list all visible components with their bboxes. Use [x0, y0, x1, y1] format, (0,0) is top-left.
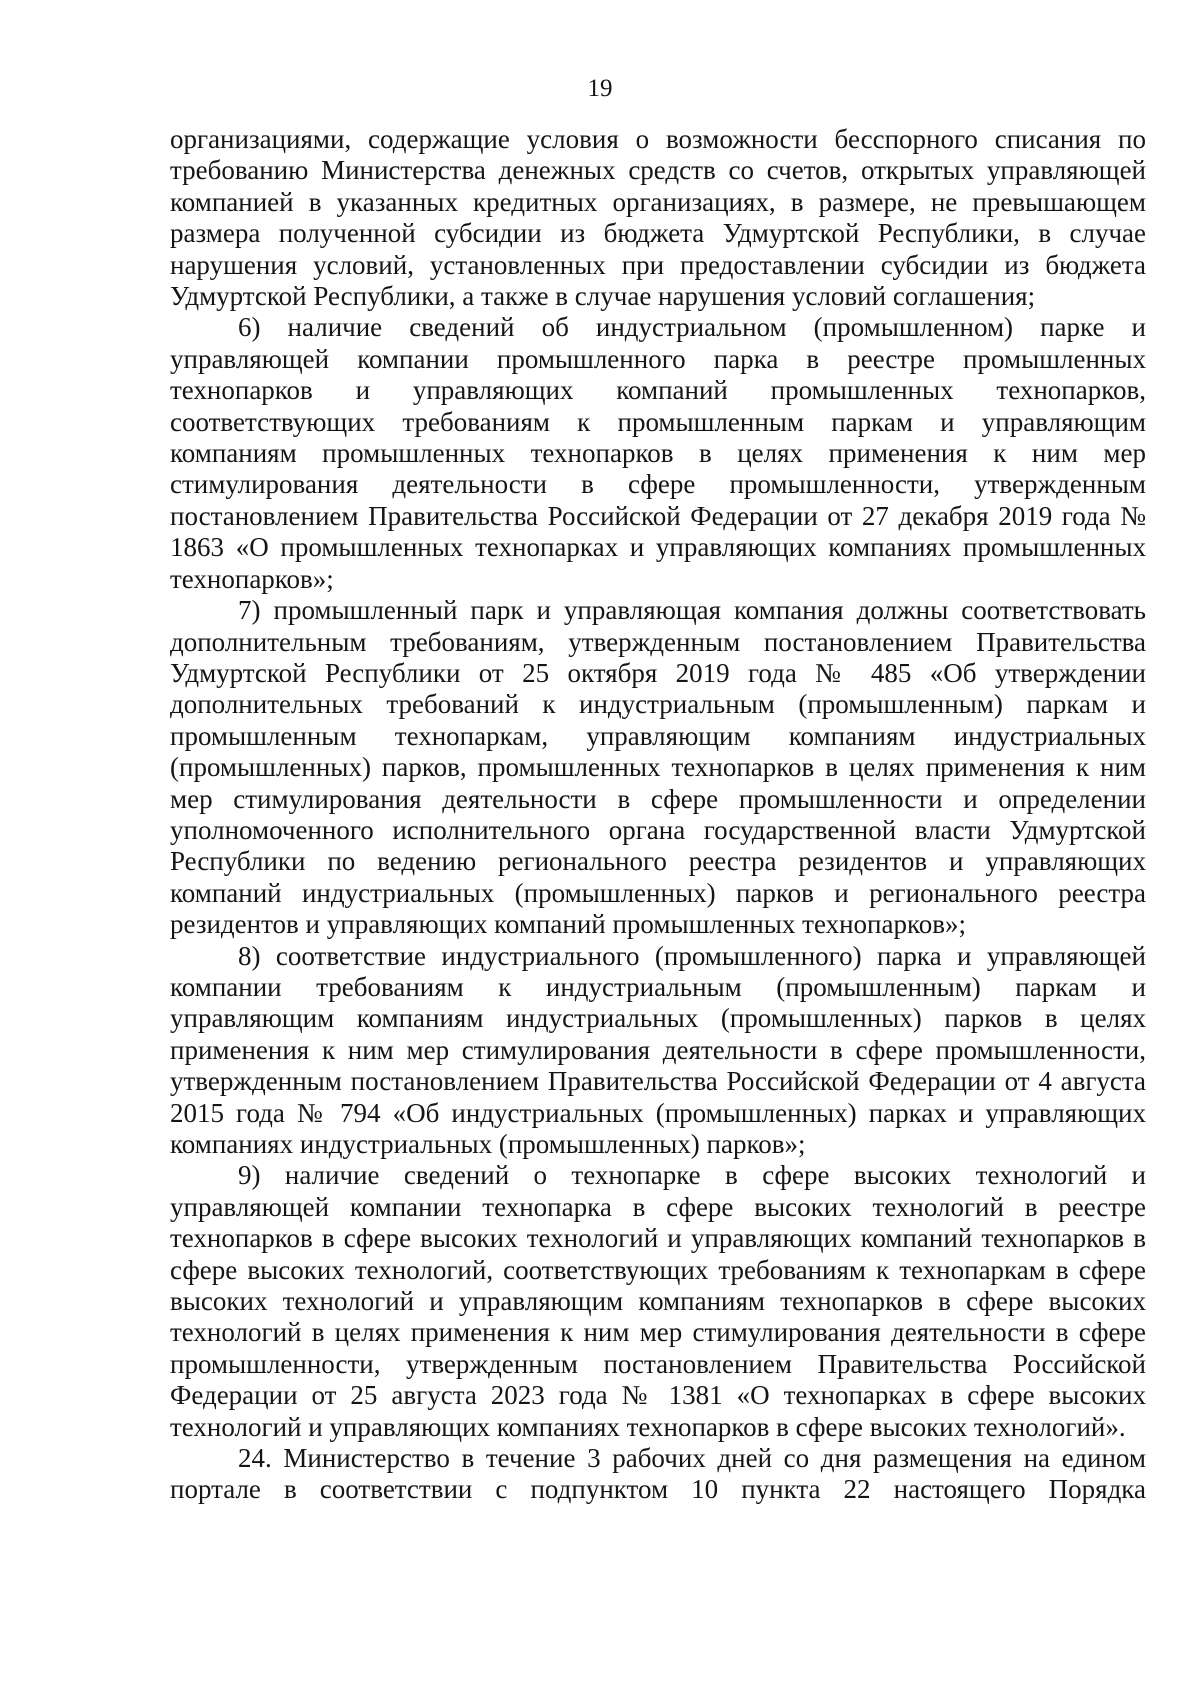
- paragraph-item-6: 6) наличие сведений об индустриальном (промышленном) парке и управляющей компании промышленного парка в реестре промышленных технопарков и управляющих компаний промышленных технопарков, соответствующих требованиям к промышленным паркам и управляющим компаниям промышленных технопарков в целях применения к ним мер стимулирования деятельности в сфере промышленности, утвержденным постановлением Правительства Российской Федерации от 27 декабря 2019 года № 1863 «О промышленных технопарках и управляющих компаниях промышленных технопарков»;: [170, 312, 1146, 594]
- page-number: 19: [587, 75, 613, 102]
- paragraph-clause-24: 24. Министерство в течение 3 рабочих дней со дня размещения на едином портале в соответствии с подпунктом 10 пункта 22 настоящего Порядка: [170, 1443, 1146, 1505]
- paragraph-item-8: 8) соответствие индустриального (промышленного) парка и управляющей компании требованиям к индустриальным (промышленным) паркам и управляющим компаниям индустриальных (промышленных) парков в целях применения к ним мер стимулирования деятельности в сфере промышленности, утвержденным постановлением Правительства Российской Федерации от 4 августа 2015 года № 794 «Об индустриальных (промышленных) парках и управляющих компаниях индустриальных (промышленных) парков»;: [170, 940, 1146, 1159]
- paragraph-item-9: 9) наличие сведений о технопарке в сфере высоких технологий и управляющей компании технопарка в сфере высоких технологий в реестре технопарков в сфере высоких технологий и управляющих компаний технопарков в сфере высоких технологий, соответствующих требованиям к технопаркам в сфере высоких технологий и управляющим компаниям технопарков в сфере высоких технологий в целях применения к ним мер стимулирования деятельности в сфере промышленности, утвержденным постановлением Правительства Российской Федерации от 25 августа 2023 года № 1381 «О технопарках в сфере высоких технологий и управляющих компаниях технопарков в сфере высоких технологий».: [170, 1160, 1146, 1442]
- document-body: [170, 124, 1146, 1506]
- paragraph-continuation: организациями, содержащие условия о возможности бесспорного списания по требованию Министерства денежных средств со счетов, открытых управляющей компанией в указанных кредитных организациях, в размере, не превышающем размера полученной субсидии из бюджета Удмуртской Республики, в случае нарушения условий, установленных при предоставлении субсидии из бюджета Удмуртской Республики, а также в случае нарушения условий соглашения;: [170, 124, 1146, 312]
- paragraph-item-7: 7) промышленный парк и управляющая компания должны соответствовать дополнительным требованиям, утвержденным постановлением Правительства Удмуртской Республики от 25 октября 2019 года № 485 «Об утверждении дополнительных требований к индустриальным (промышленным) паркам и промышленным технопаркам, управляющим компаниям индустриальных (промышленных) парков, промышленных технопарков в целях применения к ним мер стимулирования деятельности в сфере промышленности и определении уполномоченного исполнительного органа государственной власти Удмуртской Республики по ведению регионального реестра резидентов и управляющих компаний индустриальных (промышленных) парков и регионального реестра резидентов и управляющих компаний промышленных технопарков»;: [170, 595, 1146, 940]
